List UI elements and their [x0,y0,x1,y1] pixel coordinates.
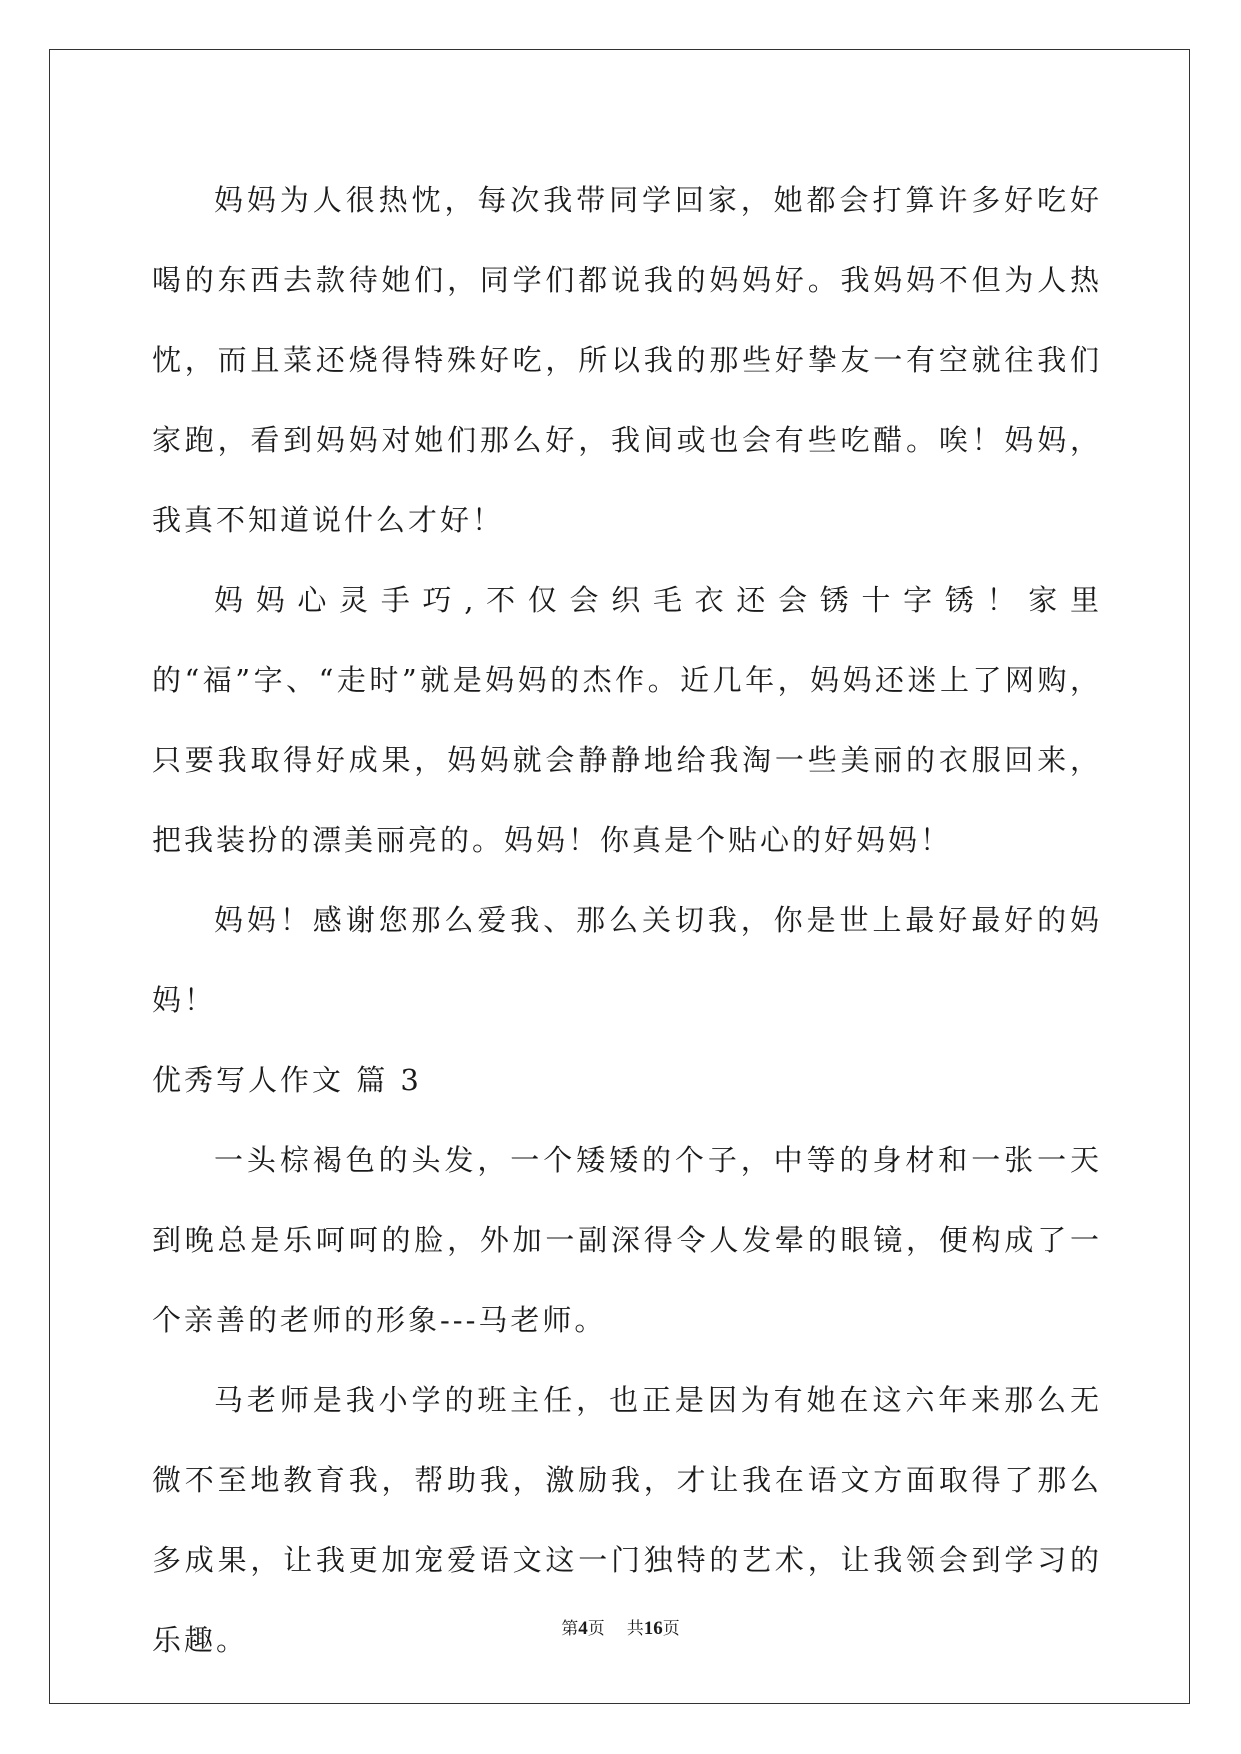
paragraph-5: 马老师是我小学的班主任，也正是因为有她在这六年来那么无微不至地教育我，帮助我，激励我，才让我在语文方面取得了那么多成果，让我更加宠爱语文这一门独特的艺术，让我领会到学习的乐趣。 [152,1383,1102,1657]
page-footer [0,1614,1241,1640]
page-suffix: 页 [587,1619,605,1639]
paragraph-4: 一头棕褐色的头发，一个矮矮的个子，中等的身材和一张一天到晚总是乐呵呵的脸，外加一副深得令人发晕的眼镜，便构成了一个亲善的老师的形象---马老师。 [152,1143,1102,1337]
total-suffix: 页 [662,1619,680,1639]
paragraph-3: 妈妈！感谢您那么爱我、那么关切我，你是世上最好最好的妈妈！ [152,903,1102,1017]
total-pages: 16 [643,1618,663,1639]
total-prefix: 共 [626,1619,644,1639]
page-prefix: 第 [561,1619,579,1639]
paragraph-1: 妈妈为人很热忱，每次我带同学回家，她都会打算许多好吃好喝的东西去款待她们，同学们都说我的妈妈好。我妈妈不但为人热忱，而且菜还烧得特殊好吃，所以我的那些好挚友一有空就往我们家跑，看到妈妈对她们那么好，我间或也会有些吃醋。唉！妈妈，我真不知道说什么才好！ [152,183,1102,537]
paragraph-2: 妈妈心灵手巧,不仅会织毛衣还会锈十字锈！家里的“福”字、“走时”就是妈妈的杰作。近几年，妈妈还迷上了网购，只要我取得好成果，妈妈就会静静地给我淘一些美丽的衣服回来，把我装扮的漂美丽亮的。妈妈！你真是个贴心的好妈妈！ [152,583,1102,857]
section-heading: 优秀写人作文 篇 3 [152,1063,422,1097]
page-number: 4 [578,1618,588,1639]
document-body [152,160,1102,1680]
